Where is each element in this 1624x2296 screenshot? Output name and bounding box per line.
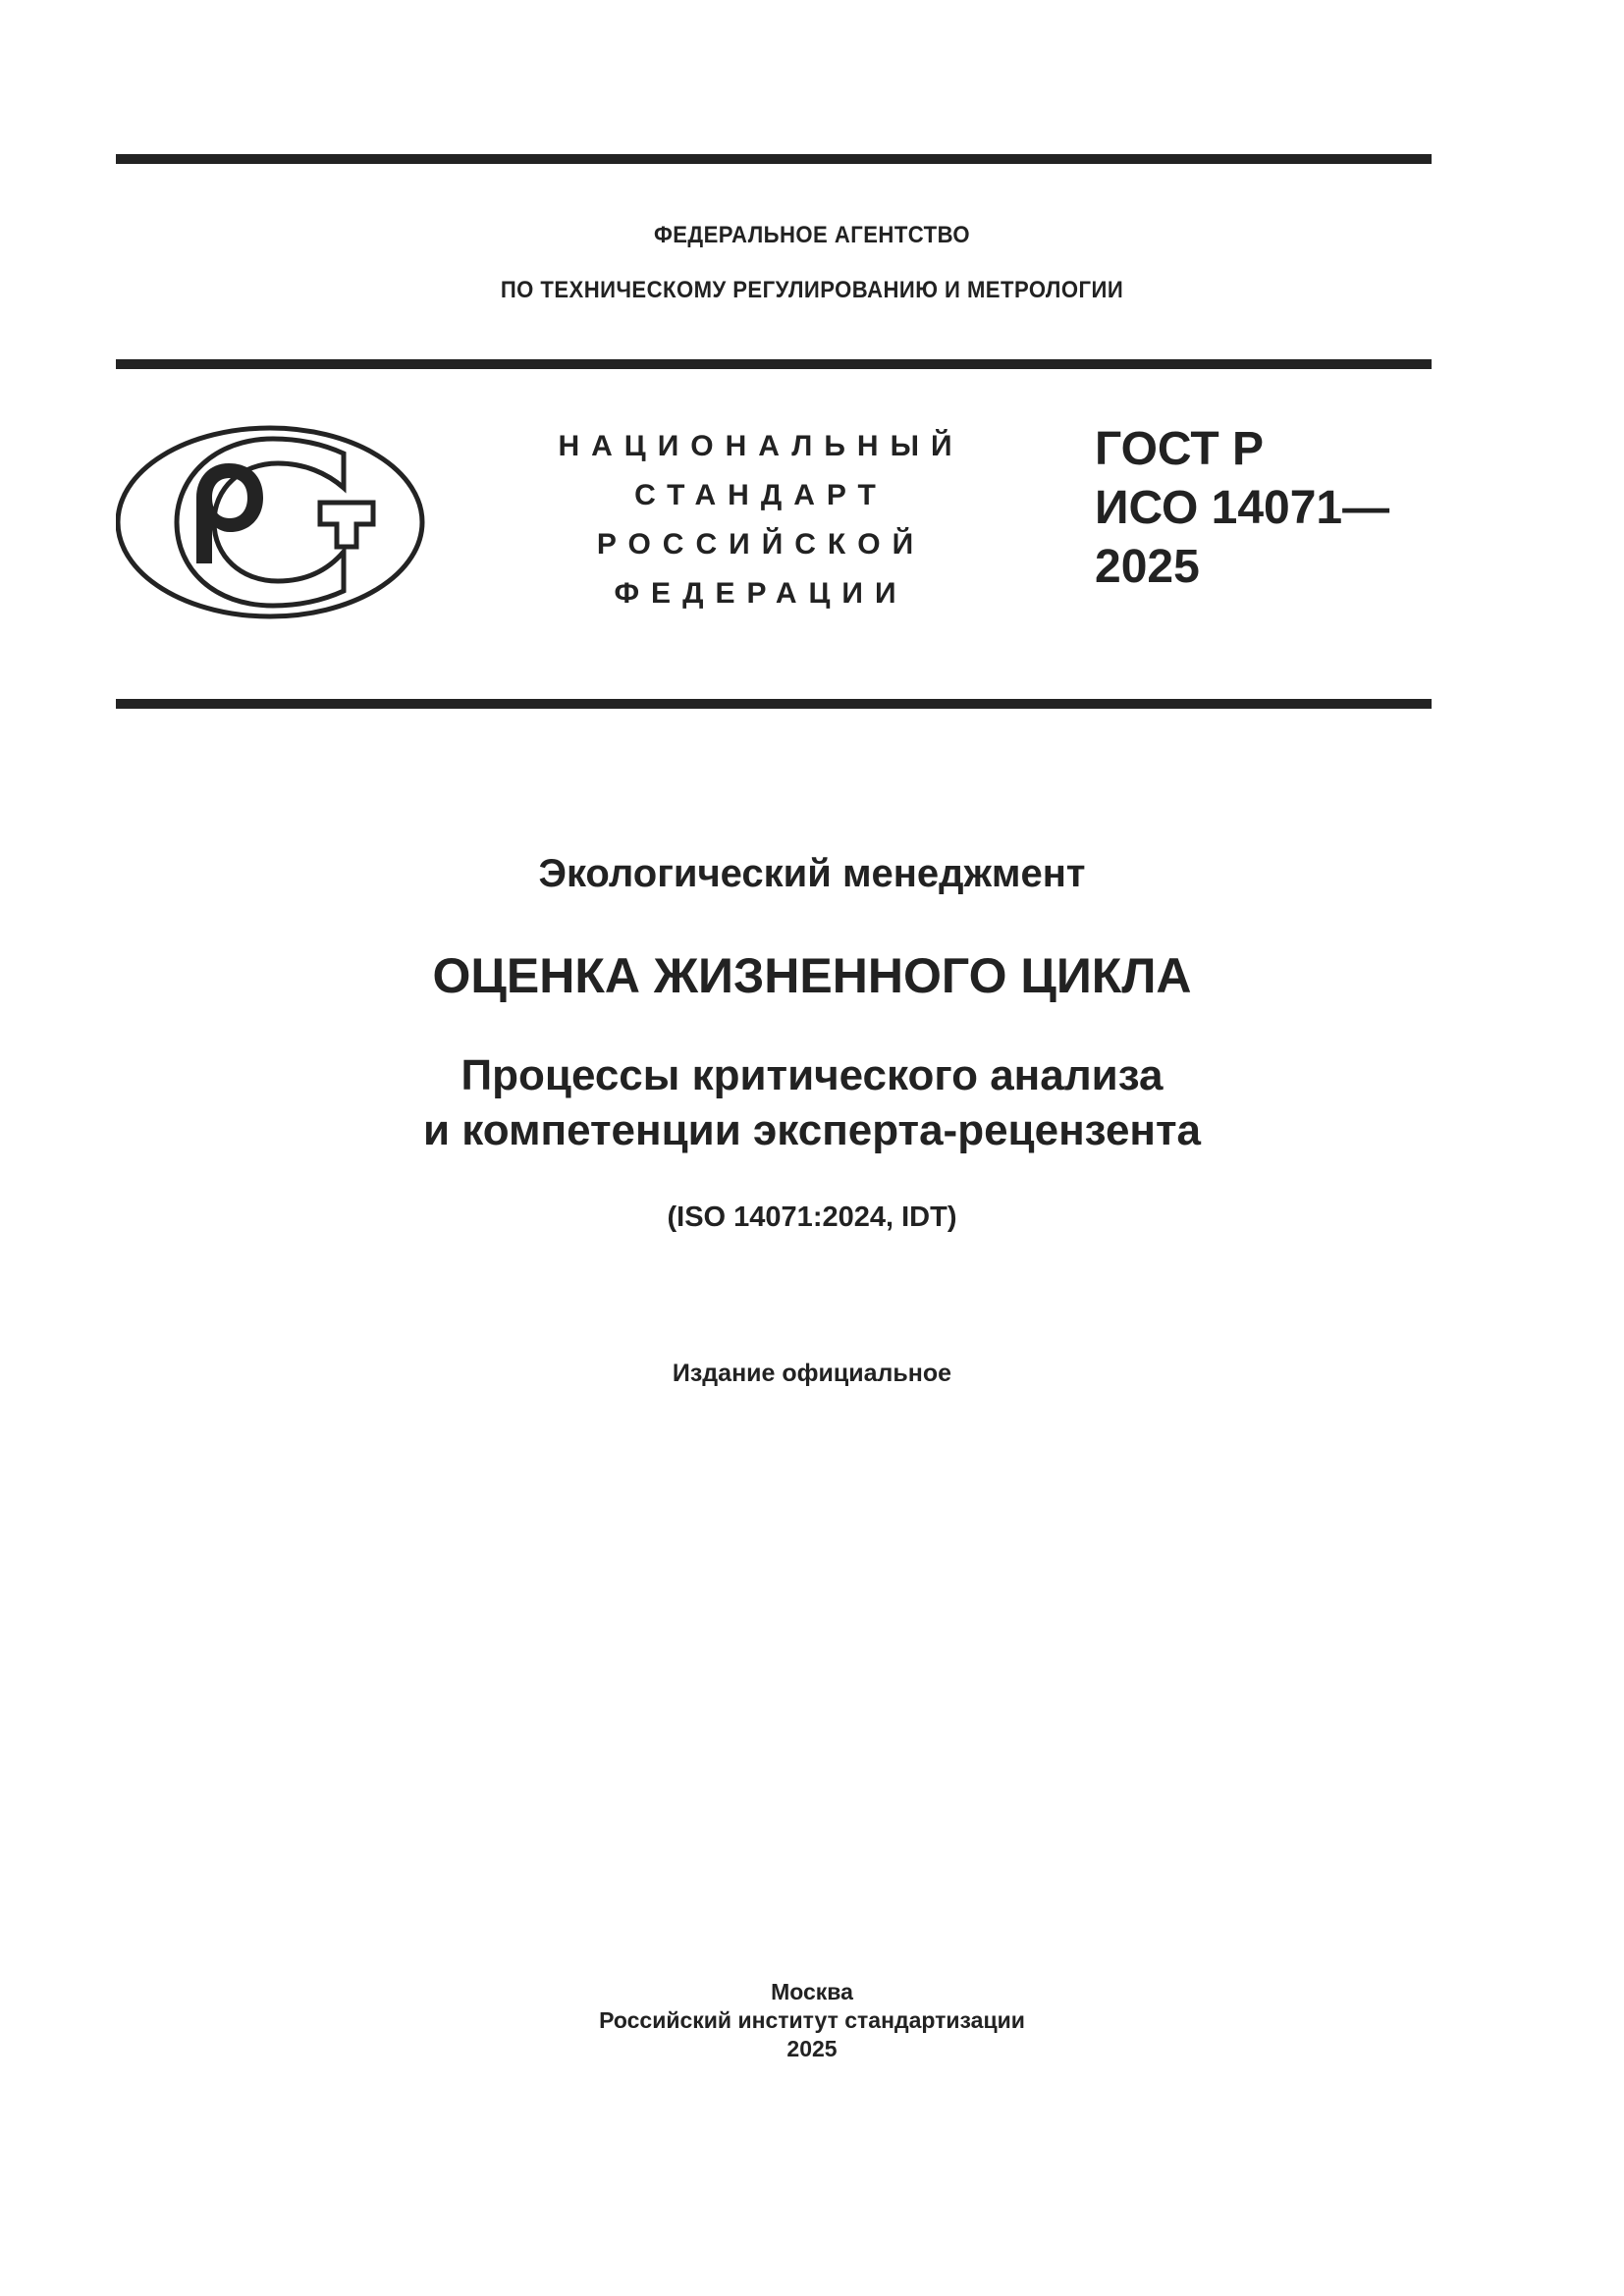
designation-line1: ГОСТ Р xyxy=(1095,423,1265,475)
standard-designation xyxy=(1095,420,1389,597)
iso-equivalence: (ISO 14071:2024, IDT) xyxy=(667,1201,957,1233)
publisher-city: Москва xyxy=(771,1979,853,2004)
standard-type-line1: НАЦИОНАЛЬНЫЙ xyxy=(558,430,964,462)
agency-name-line2: ПО ТЕХНИЧЕСКОМУ РЕГУЛИРОВАНИЮ И МЕТРОЛОГИИ xyxy=(500,277,1124,303)
rst-certification-mark-icon xyxy=(116,424,430,625)
publication-year: 2025 xyxy=(786,2036,838,2061)
edition-label: Издание официальное xyxy=(672,1360,952,1387)
top-rule xyxy=(116,154,1432,164)
publisher-block xyxy=(0,1978,1624,2063)
standard-type-line4: ФЕДЕРАЦИИ xyxy=(614,577,908,610)
main-title: ОЦЕНКА ЖИЗНЕННОГО ЦИКЛА xyxy=(432,948,1192,1003)
designation-line2: ИСО 14071— xyxy=(1095,482,1390,534)
standard-type-block xyxy=(535,422,987,618)
middle-rule xyxy=(116,359,1432,369)
agency-name-line1: ФЕДЕРАЛЬНОЕ АГЕНТСТВО xyxy=(653,222,971,248)
standard-type-line3: РОССИЙСКОЙ xyxy=(596,528,926,561)
designation-line3: 2025 xyxy=(1095,541,1200,593)
general-title: Экологический менеджмент xyxy=(538,852,1086,895)
standard-type-line2: СТАНДАРТ xyxy=(634,479,888,511)
publisher-name: Российский институт стандартизации xyxy=(599,2007,1025,2033)
subtitle xyxy=(0,1048,1624,1158)
bottom-rule xyxy=(116,699,1432,709)
subtitle-line2: и компетенции эксперта-рецензента xyxy=(422,1106,1202,1154)
subtitle-line1: Процессы критического анализа xyxy=(460,1051,1164,1099)
